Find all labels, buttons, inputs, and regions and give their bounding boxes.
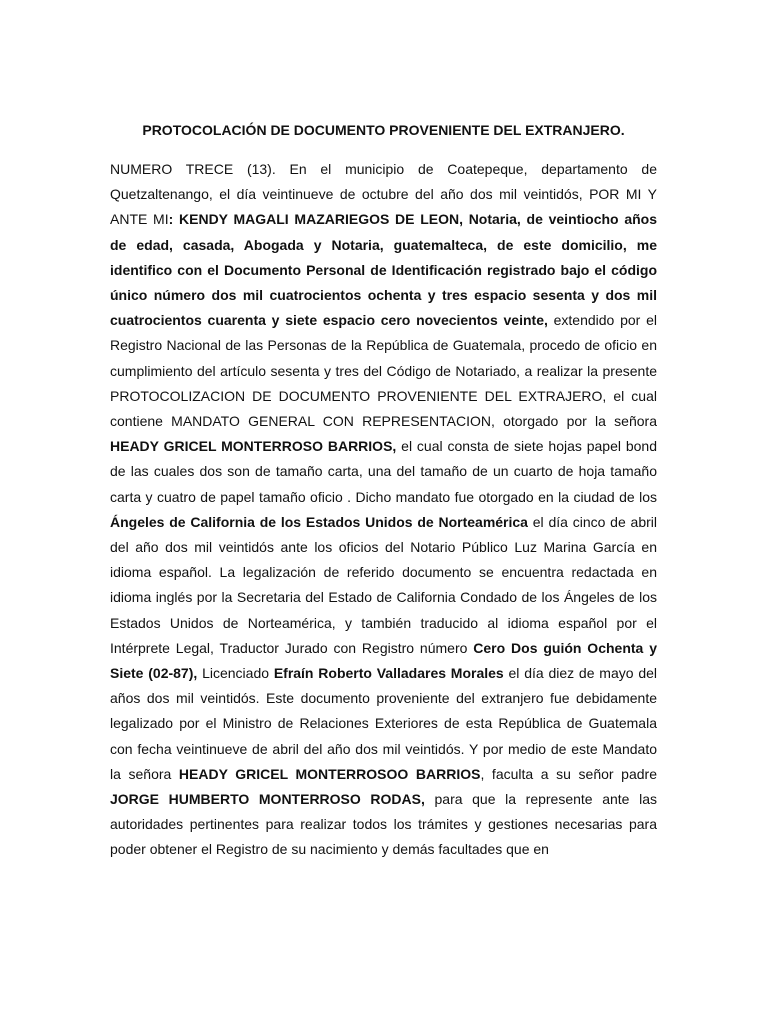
body-segment: , faculta a su señor padre: [480, 765, 657, 782]
body-segment-bold: Ángeles de California de los Estados Unidos de Norteamérica: [110, 513, 528, 530]
body-segment: extendido por el Registro Nacional de las Personas de la República de Guatemala, procedo de oficio en cumplimiento del artículo sesenta y tres del Código de Notariado, a realizar la presente PROTOCOLIZACION DE DOCUMENTO PROVENIENTE DEL EXTRAJERO, el cual contiene MANDATO GENERAL CON REPRESENTACION, otorgado por la señora: [110, 312, 657, 430]
body-segment: el día cinco de abril del año dos mil veintidós ante los oficios del Notario Público Luz Marina García en idioma español. La legalización de referido documento se encuentra redactada en idioma inglés por la Secretaria del Estado de California Condado de los Ángeles de los Estados Unidos de Norteamérica, y también traducido al idioma español por el Intérprete Legal, Traductor Jurado con Registro número: [110, 513, 657, 656]
document-title: PROTOCOLACIÓN DE DOCUMENTO PROVENIENTE DEL EXTRANJERO.: [142, 122, 625, 138]
body-segment: el día diez de mayo del años dos mil veintidós. Este documento proveniente del extranjero fue debidamente legalizado por el Ministro de Relaciones Exteriores de esta República de Guatemala con fecha veintinueve de abril del año dos mil veintidós. Y por medio de este Mandato la señora: [110, 665, 657, 782]
body-segment: el cual consta de siete hojas papel bond de las cuales dos son de tamaño carta, una del tamaño de un cuarto de hoja tamaño carta y cuatro de papel tamaño oficio . Dicho mandato fue otorgado en la ciudad de los: [110, 438, 657, 505]
body-segment: NUMERO TRECE (13). En el municipio de Coatepeque, departamento de Quetzaltenango, el día veintinueve de octubre del año dos mil veintidós, POR MI Y ANTE MI: [110, 161, 657, 228]
body-segment-bold: HEADY GRICEL MONTERROSO BARRIOS,: [110, 438, 397, 455]
body-segment-bold: Efraín Roberto Valladares Morales: [273, 665, 504, 682]
body-segment-bold: Cero Dos guión Ochenta y Siete (02-87),: [110, 639, 657, 682]
body-segment-bold: : KENDY MAGALI MAZARIEGOS DE LEON, Notaria, de veintiocho años de edad, casada, Abogada y Notaria, guatemalteca, de este domicilio, me identifico con el Documento Personal de Identificación registrado bajo el código único número dos mil cuatrocientos ochenta y tres espacio sesenta y dos mil cuatrocientos cuarenta y siete espacio cero novecientos veinte,: [110, 211, 657, 329]
document-body: [110, 157, 657, 957]
body-segment-bold: JORGE HUMBERTO MONTERROSO RODAS,: [110, 791, 425, 808]
body-segment: para que la represente ante las autoridades pertinentes para realizar todos los trámites y gestiones necesarias para poder obtener el Registro de su nacimiento y demás facultades que en: [110, 791, 657, 858]
body-segment: Licenciado: [197, 665, 274, 682]
body-segment-bold: HEADY GRICEL MONTERROSOO BARRIOS: [178, 765, 481, 782]
